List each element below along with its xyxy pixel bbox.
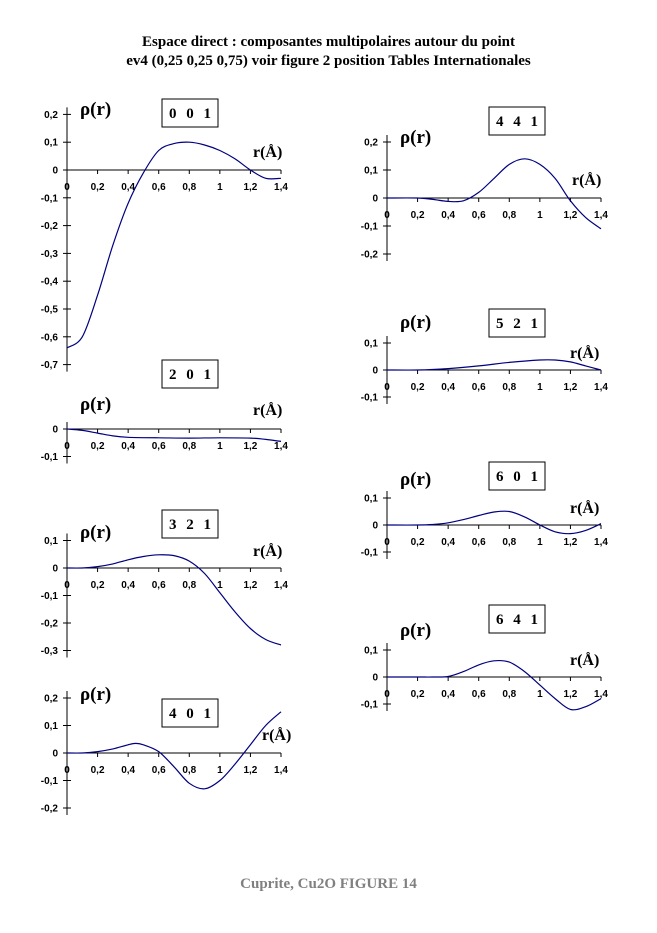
x-tick-label: 0,8 bbox=[502, 689, 517, 700]
y-tick-label: 0 bbox=[52, 563, 58, 575]
series-line-601 bbox=[387, 511, 601, 534]
y-tick-label: -0,2 bbox=[40, 618, 58, 630]
y-axis-label: ρ(r) bbox=[400, 312, 432, 333]
series-line-641 bbox=[387, 661, 601, 710]
y-axis-label: ρ(r) bbox=[80, 522, 112, 543]
x-tick-label: 0 bbox=[384, 537, 390, 548]
y-tick-label: -0,1 bbox=[360, 547, 378, 559]
x-tick-label: 0,8 bbox=[182, 580, 197, 591]
x-tick-label: 0,8 bbox=[182, 182, 197, 193]
y-tick-label: -0,1 bbox=[360, 221, 378, 233]
y-tick-label: 0 bbox=[372, 193, 378, 205]
y-tick-label: -0,1 bbox=[40, 193, 58, 205]
x-tick-label: 0,6 bbox=[471, 689, 486, 700]
x-axis-label: r(Å) bbox=[253, 543, 283, 560]
figure-caption: Cuprite, Cu2O FIGURE 14 bbox=[240, 876, 417, 892]
x-tick-label: 1,4 bbox=[274, 580, 288, 591]
x-tick-label: 1,4 bbox=[594, 210, 608, 221]
y-tick-label: 0 bbox=[372, 672, 378, 684]
y-tick-label: 0,1 bbox=[364, 645, 378, 657]
y-tick-label: -0,2 bbox=[40, 803, 58, 815]
x-tick-label: 1 bbox=[537, 210, 543, 221]
y-axis-label: ρ(r) bbox=[80, 394, 112, 415]
y-tick-label: -0,1 bbox=[40, 776, 58, 787]
x-tick-label: 0,2 bbox=[410, 537, 425, 548]
y-tick-label: 0 bbox=[52, 165, 58, 177]
x-tick-label: 1,4 bbox=[274, 765, 288, 776]
x-tick-label: 0,6 bbox=[471, 210, 486, 221]
chart-001 bbox=[41, 99, 289, 372]
x-tick-label: 1,2 bbox=[563, 537, 578, 548]
x-tick-label: 0,4 bbox=[121, 765, 136, 776]
x-tick-label: 1,2 bbox=[243, 441, 258, 452]
x-tick-label: 0,6 bbox=[151, 441, 166, 452]
chart-441 bbox=[361, 107, 609, 261]
x-tick-label: 0,2 bbox=[410, 382, 425, 393]
x-tick-label: 1,4 bbox=[594, 689, 608, 700]
y-tick-label: 0,1 bbox=[364, 338, 378, 350]
y-tick-label: -0,3 bbox=[40, 646, 58, 657]
y-tick-label: 0,1 bbox=[44, 137, 58, 149]
y-axis-label: ρ(r) bbox=[80, 99, 112, 120]
x-tick-label: 0,8 bbox=[182, 441, 197, 452]
x-tick-label: 1,4 bbox=[274, 182, 288, 193]
x-tick-label: 1 bbox=[217, 182, 223, 193]
x-tick-label: 1 bbox=[537, 537, 543, 548]
panel-label: 6 0 1 bbox=[496, 469, 541, 485]
x-tick-label: 0,8 bbox=[182, 765, 197, 776]
x-tick-label: 0,6 bbox=[151, 765, 166, 776]
x-tick-label: 1,4 bbox=[594, 537, 608, 548]
y-tick-label: 0 bbox=[372, 520, 378, 532]
y-axis-label: ρ(r) bbox=[400, 469, 432, 490]
x-tick-label: 1 bbox=[537, 689, 543, 700]
y-tick-label: 0 bbox=[52, 424, 58, 436]
series-line-001 bbox=[67, 142, 281, 348]
x-axis-label: r(Å) bbox=[570, 652, 600, 669]
x-tick-label: 0,6 bbox=[151, 580, 166, 591]
x-tick-label: 0,4 bbox=[121, 580, 136, 591]
y-tick-label: -0,2 bbox=[360, 249, 378, 261]
y-tick-label: -0,2 bbox=[40, 221, 58, 233]
x-tick-label: 0,2 bbox=[90, 765, 105, 776]
y-tick-label: 0,1 bbox=[364, 165, 378, 177]
y-tick-label: -0,1 bbox=[360, 392, 378, 404]
x-axis-label: r(Å) bbox=[262, 727, 292, 744]
series-line-521 bbox=[387, 360, 601, 370]
x-tick-label: 1 bbox=[217, 441, 223, 452]
x-tick-label: 1,2 bbox=[243, 765, 258, 776]
panel-label: 0 0 1 bbox=[169, 106, 214, 122]
chart-641 bbox=[361, 605, 609, 711]
x-tick-label: 0,6 bbox=[151, 182, 166, 193]
y-tick-label: -0,6 bbox=[40, 332, 58, 344]
x-tick-label: 0 bbox=[384, 689, 390, 700]
y-axis-label: ρ(r) bbox=[80, 684, 112, 705]
y-tick-label: -0,1 bbox=[40, 452, 58, 463]
panel-label: 5 2 1 bbox=[496, 316, 541, 332]
x-tick-label: 0 bbox=[64, 580, 70, 591]
x-tick-label: 1,4 bbox=[274, 441, 288, 452]
y-tick-label: -0,5 bbox=[40, 304, 58, 316]
y-axis-label: ρ(r) bbox=[400, 127, 432, 148]
x-tick-label: 0 bbox=[64, 765, 70, 776]
chart-521 bbox=[361, 309, 609, 404]
panel-label: 2 0 1 bbox=[169, 367, 214, 383]
y-axis-label: ρ(r) bbox=[400, 620, 432, 641]
x-tick-label: 0,2 bbox=[410, 210, 425, 221]
x-tick-label: 0,4 bbox=[441, 689, 456, 700]
x-tick-label: 1,2 bbox=[563, 210, 578, 221]
x-tick-label: 0,8 bbox=[502, 537, 517, 548]
x-tick-label: 1,2 bbox=[243, 182, 258, 193]
figure-title-line1: Espace direct : composantes multipolaires autour du point bbox=[142, 34, 515, 50]
panel-label: 3 2 1 bbox=[169, 517, 214, 533]
x-tick-label: 0,4 bbox=[121, 182, 136, 193]
x-tick-label: 0 bbox=[64, 441, 70, 452]
x-axis-label: r(Å) bbox=[572, 172, 602, 189]
figure-title-line2: ev4 (0,25 0,25 0,75) voir figure 2 position Tables Internationales bbox=[126, 53, 531, 69]
x-tick-label: 0,2 bbox=[90, 182, 105, 193]
y-tick-label: -0,1 bbox=[360, 699, 378, 711]
x-tick-label: 1,2 bbox=[243, 580, 258, 591]
y-tick-label: 0 bbox=[372, 365, 378, 377]
chart-321 bbox=[41, 510, 289, 658]
x-tick-label: 1,2 bbox=[563, 689, 578, 700]
panel-label: 4 0 1 bbox=[169, 706, 214, 722]
x-tick-label: 0,6 bbox=[471, 382, 486, 393]
x-tick-label: 0 bbox=[384, 382, 390, 393]
y-tick-label: -0,1 bbox=[40, 591, 58, 602]
chart-601 bbox=[361, 462, 609, 559]
x-tick-label: 0,4 bbox=[441, 382, 456, 393]
x-tick-label: 0 bbox=[384, 210, 390, 221]
chart-401 bbox=[41, 684, 292, 815]
x-tick-label: 0,4 bbox=[441, 537, 456, 548]
y-tick-label: -0,3 bbox=[40, 248, 58, 260]
x-tick-label: 1 bbox=[537, 382, 543, 393]
x-tick-label: 0 bbox=[64, 182, 70, 193]
x-axis-label: r(Å) bbox=[570, 345, 600, 362]
x-tick-label: 0,4 bbox=[121, 441, 136, 452]
y-tick-label: 0,1 bbox=[44, 536, 58, 547]
y-tick-label: 0,2 bbox=[44, 109, 58, 121]
x-tick-label: 0,8 bbox=[502, 210, 517, 221]
y-tick-label: 0,1 bbox=[364, 493, 378, 505]
y-tick-label: -0,7 bbox=[40, 360, 58, 372]
series-line-201 bbox=[67, 429, 281, 441]
x-tick-label: 0,2 bbox=[410, 689, 425, 700]
chart-201 bbox=[41, 360, 289, 464]
x-axis-label: r(Å) bbox=[570, 500, 600, 517]
x-tick-label: 0,6 bbox=[471, 537, 486, 548]
panel-label: 4 4 1 bbox=[496, 114, 541, 130]
y-tick-label: 0,2 bbox=[364, 137, 378, 149]
x-tick-label: 1,4 bbox=[594, 382, 608, 393]
y-tick-label: 0 bbox=[52, 748, 58, 760]
x-axis-label: r(Å) bbox=[253, 402, 283, 419]
y-tick-label: 0,1 bbox=[44, 721, 58, 732]
y-tick-label: 0,2 bbox=[44, 693, 58, 705]
x-tick-label: 0,8 bbox=[502, 382, 517, 393]
x-tick-label: 0,2 bbox=[90, 580, 105, 591]
y-tick-label: -0,4 bbox=[40, 276, 58, 288]
x-tick-label: 1 bbox=[217, 765, 223, 776]
x-tick-label: 1 bbox=[217, 580, 223, 591]
x-tick-label: 1,2 bbox=[563, 382, 578, 393]
x-tick-label: 0,2 bbox=[90, 441, 105, 452]
x-tick-label: 0,4 bbox=[441, 210, 456, 221]
x-axis-label: r(Å) bbox=[253, 144, 283, 161]
panel-label: 6 4 1 bbox=[496, 612, 541, 628]
